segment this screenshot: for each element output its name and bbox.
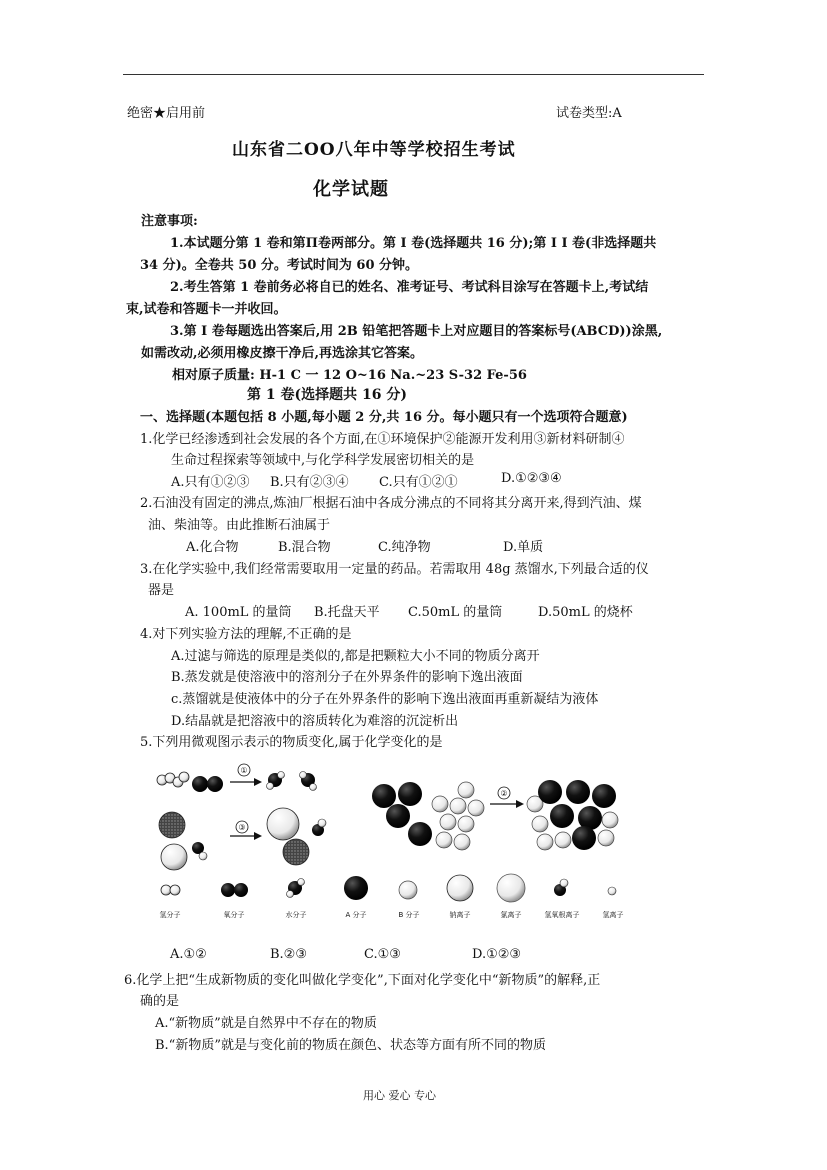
q1-option-d: D.①②③④: [501, 471, 562, 486]
section-instruction: 一、选择题(本题包括 8 小题,每小题 2 分,共 16 分。每小题只有一个选项符合题意): [140, 410, 628, 425]
question-6-line-2: 确的是: [140, 994, 180, 1009]
q4-option-c: c.蒸馏就是使液体中的分子在外界条件的影响下逸出液面再重新凝结为液体: [171, 692, 599, 707]
question-2-line-1: 2.石油没有固定的沸点,炼油厂根据石油中各成分沸点的不同将其分离开来,得到汽油、煤: [140, 496, 642, 511]
question-4: 4.对下列实验方法的理解,不正确的是: [140, 627, 352, 642]
legend-b-molecule: B 分子: [398, 911, 420, 919]
legend-hydrogen-molecule: 氢分子: [159, 911, 181, 919]
q6-option-a: A.“新物质”就是自然界中不存在的物质: [155, 1016, 377, 1031]
question-1-line-2: 生命过程探索等领域中,与化学科学发展密切相关的是: [171, 453, 475, 468]
reaction-2-reactants: [372, 782, 484, 850]
q3-option-c: C.50mL 的量筒: [408, 605, 503, 620]
q4-option-d: D.结晶就是把溶液中的溶质转化为难溶的沉淀析出: [171, 714, 459, 729]
q4-option-b: B.蒸发就是使溶液中的溶剂分子在外界条件的影响下逸出液面: [171, 670, 523, 685]
marker-1: ①: [240, 766, 248, 775]
q5-option-d: D.①②③: [472, 947, 522, 962]
q5-option-b: B.②③: [270, 947, 307, 962]
note-1-line-1: 1.本试题分第 1 卷和第Π卷两部分。第 I 卷(选择题共 16 分);第 I I 卷(非选择题共: [170, 236, 657, 251]
marker-3: ③: [238, 823, 246, 832]
notes-heading: 注意事项:: [141, 214, 198, 229]
q3-option-d: D.50mL 的烧杯: [538, 605, 633, 620]
note-3-line-1: 3.第 I 卷每题选出答案后,用 2B 铅笔把答题卡上对应题目的答案标号(ABCD))涂黑,: [170, 324, 663, 339]
confidential-label: 绝密★启用前: [127, 106, 206, 121]
question-3-line-2: 器是: [148, 583, 175, 598]
q2-option-b: B.混合物: [278, 540, 331, 555]
legend-a-molecule: A 分子: [345, 911, 367, 919]
question-3-line-1: 3.在化学实验中,我们经常需要取用一定量的药品。若需取用 48g 蒸馏水,下列最合适的仪: [140, 562, 649, 577]
section-heading: 第 1 卷(选择题共 16 分): [247, 387, 407, 403]
q4-option-a: A.过滤与筛选的原理是类似的,都是把颗粒大小不同的物质分离开: [171, 649, 540, 664]
exam-title: 山东省二OO八年中等学校招生考试: [232, 140, 516, 160]
marker-2: ②: [500, 789, 508, 798]
reaction-3-products: [267, 808, 326, 865]
legend-sodium-ion: 钠离子: [449, 911, 471, 919]
q6-option-b: B.“新物质”就是与变化前的物质在颜色、状态等方面有所不同的物质: [155, 1038, 546, 1053]
legend-hydroxide-ion: 氢氧根离子: [544, 911, 580, 919]
legend-oxygen-molecule: 氧分子: [223, 911, 245, 919]
q1-option-b: B.只有②③④: [270, 475, 349, 490]
legend-hydrogen-ion: 氢离子: [602, 911, 624, 919]
q5-particle-diagram: [150, 760, 660, 930]
question-1-line-1: 1.化学已经渗透到社会发展的各个方面,在①环境保护②能源开发利用③新材料研制④: [140, 432, 625, 447]
q3-option-b: B.托盘天平: [314, 605, 380, 620]
q2-option-d: D.单质: [503, 540, 544, 555]
q1-option-a: A.只有①②③: [171, 475, 250, 490]
q5-option-a: A.①②: [170, 947, 207, 962]
reaction-1-reactants: [157, 772, 223, 792]
q2-option-c: C.纯净物: [378, 540, 431, 555]
legend-symbols: [161, 874, 616, 902]
reaction-1-products: [267, 772, 317, 791]
note-2-line-1: 2.考生答第 1 卷前务必将自已的姓名、准考证号、考试科目涂写在答题卡上,考试结: [170, 280, 649, 295]
q3-option-a: A. 100mL 的量筒: [185, 605, 292, 620]
paper-type-label: 试卷类型:A: [556, 106, 622, 121]
q1-option-c: C.只有①②①: [379, 475, 458, 490]
atomic-masses: 相对原子质量: H-1 C 一 12 O~16 Na.~23 S-32 Fe-56: [172, 368, 527, 383]
q2-option-a: A.化合物: [186, 540, 239, 555]
exam-subtitle: 化学试题: [313, 179, 389, 200]
reaction-3-reactants: [159, 812, 207, 870]
legend-water-molecule: 水分子: [285, 911, 307, 919]
note-2-line-2: 束,试卷和答题卡一并收回。: [126, 302, 287, 317]
q5-option-c: C.①③: [364, 947, 401, 962]
question-5: 5.下列用微观图示表示的物质变化,属于化学变化的是: [140, 735, 443, 750]
legend-chloride-ion: 氯离子: [500, 911, 522, 919]
legend-labels: [160, 910, 624, 919]
question-6-line-1: 6.化学上把“生成新物质的变化叫做化学变化”,下面对化学变化中“新物质”的解释,正: [124, 973, 601, 988]
page-footer: 用心 爱心 专心: [363, 1089, 436, 1102]
reaction-2-products: [527, 780, 618, 850]
header-rule: [123, 74, 704, 75]
note-3-line-2: 如需改动,必须用橡皮擦干净后,再选涂其它答案。: [141, 346, 424, 361]
question-2-line-2: 油、柴油等。由此推断石油属于: [148, 518, 331, 533]
note-1-line-2: 34 分)。全卷共 50 分。考试时间为 60 分钟。: [140, 258, 419, 273]
